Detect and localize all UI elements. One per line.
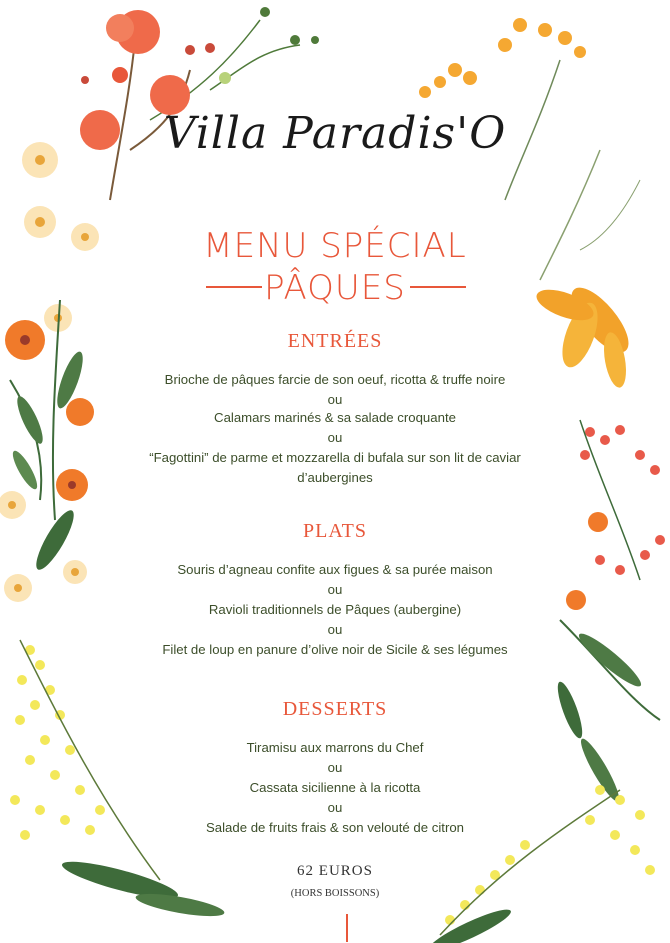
menu-line: Cassata sicilienne à la ricotta bbox=[249, 780, 421, 795]
menu-line: Brioche de pâques farcie de son oeuf, ricotta & truffe noire bbox=[164, 372, 506, 387]
menu-separator: ou bbox=[327, 622, 343, 637]
section-heading-desserts: DESSERTS bbox=[282, 698, 388, 720]
price-note: (HORS BOISSONS) bbox=[290, 888, 380, 899]
logo: Villa Paradis'O bbox=[163, 108, 507, 159]
menu-line: Calamars marinés & sa salade croquante bbox=[214, 410, 456, 425]
menu-separator: ou bbox=[327, 392, 343, 407]
menu-separator: ou bbox=[327, 760, 343, 775]
menu-line: “Fagottini” de parme et mozzarella di bufala sur son lit de caviar bbox=[149, 450, 521, 465]
bottom-accent-bar bbox=[346, 914, 348, 942]
menu-line: Souris d’agneau confite aux figues & sa purée maison bbox=[177, 562, 493, 577]
section-heading-entrees: ENTRÉES bbox=[287, 330, 383, 352]
menu-separator: ou bbox=[327, 582, 343, 597]
menu-separator: ou bbox=[327, 800, 343, 815]
menu-line: Filet de loup en panure d’olive noir de Sicile & ses légumes bbox=[162, 642, 508, 657]
title-rule-right bbox=[410, 286, 466, 288]
menu-title-line1: MENU SPÉCIAL bbox=[203, 226, 467, 266]
menu-line: Salade de fruits frais & son velouté de citron bbox=[205, 820, 465, 835]
price: 62 EUROS bbox=[297, 863, 373, 879]
menu-line: d’aubergines bbox=[297, 470, 373, 485]
section-heading-plats: PLATS bbox=[303, 520, 367, 542]
menu-separator: ou bbox=[327, 430, 343, 445]
menu-line: Ravioli traditionnels de Pâques (aubergine) bbox=[208, 602, 462, 617]
menu-line: Tiramisu aux marrons du Chef bbox=[246, 740, 424, 755]
menu-title-line2: PÂQUES bbox=[264, 268, 406, 308]
